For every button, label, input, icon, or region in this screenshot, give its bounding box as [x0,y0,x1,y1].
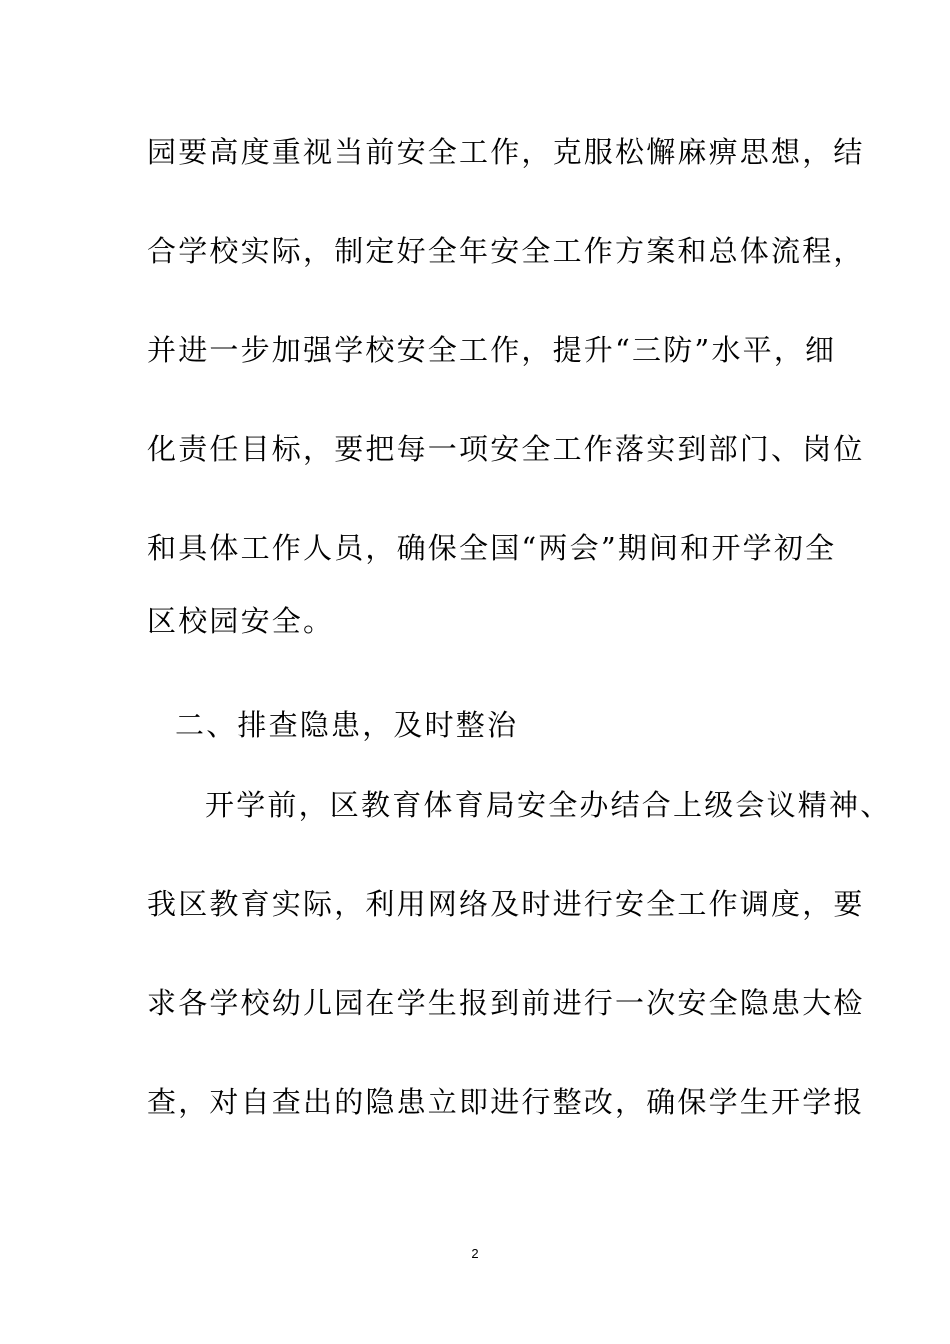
paragraph-2-line-1: 开学前，区教育体育局安全办结合上级会议精神、 [205,788,892,822]
paragraph-1-line-4: 化责任目标，要把每一项安全工作落实到部门、岗位 [147,432,865,466]
paragraph-2-line-3: 求各学校幼儿园在学生报到前进行一次安全隐患大检 [147,986,865,1020]
paragraph-2-line-4: 查，对自查出的隐患立即进行整改，确保学生开学报 [147,1085,865,1119]
section-heading: 二、排查隐患，及时整治 [175,708,519,742]
paragraph-1-line-2: 合学校实际，制定好全年安全工作方案和总体流程， [147,234,865,268]
paragraph-1-line-6: 区校园安全。 [147,604,335,638]
paragraph-2-line-2: 我区教育实际，利用网络及时进行安全工作调度，要 [147,887,865,921]
paragraph-1-line-3: 并进一步加强学校安全工作，提升“三防”水平，细 [147,333,837,367]
paragraph-1-line-1: 园要高度重视当前安全工作，克服松懈麻痹思想，结 [147,135,865,169]
paragraph-1-line-5: 和具体工作人员，确保全国“两会”期间和开学初全 [147,531,837,565]
page-number: 2 [471,1246,479,1261]
